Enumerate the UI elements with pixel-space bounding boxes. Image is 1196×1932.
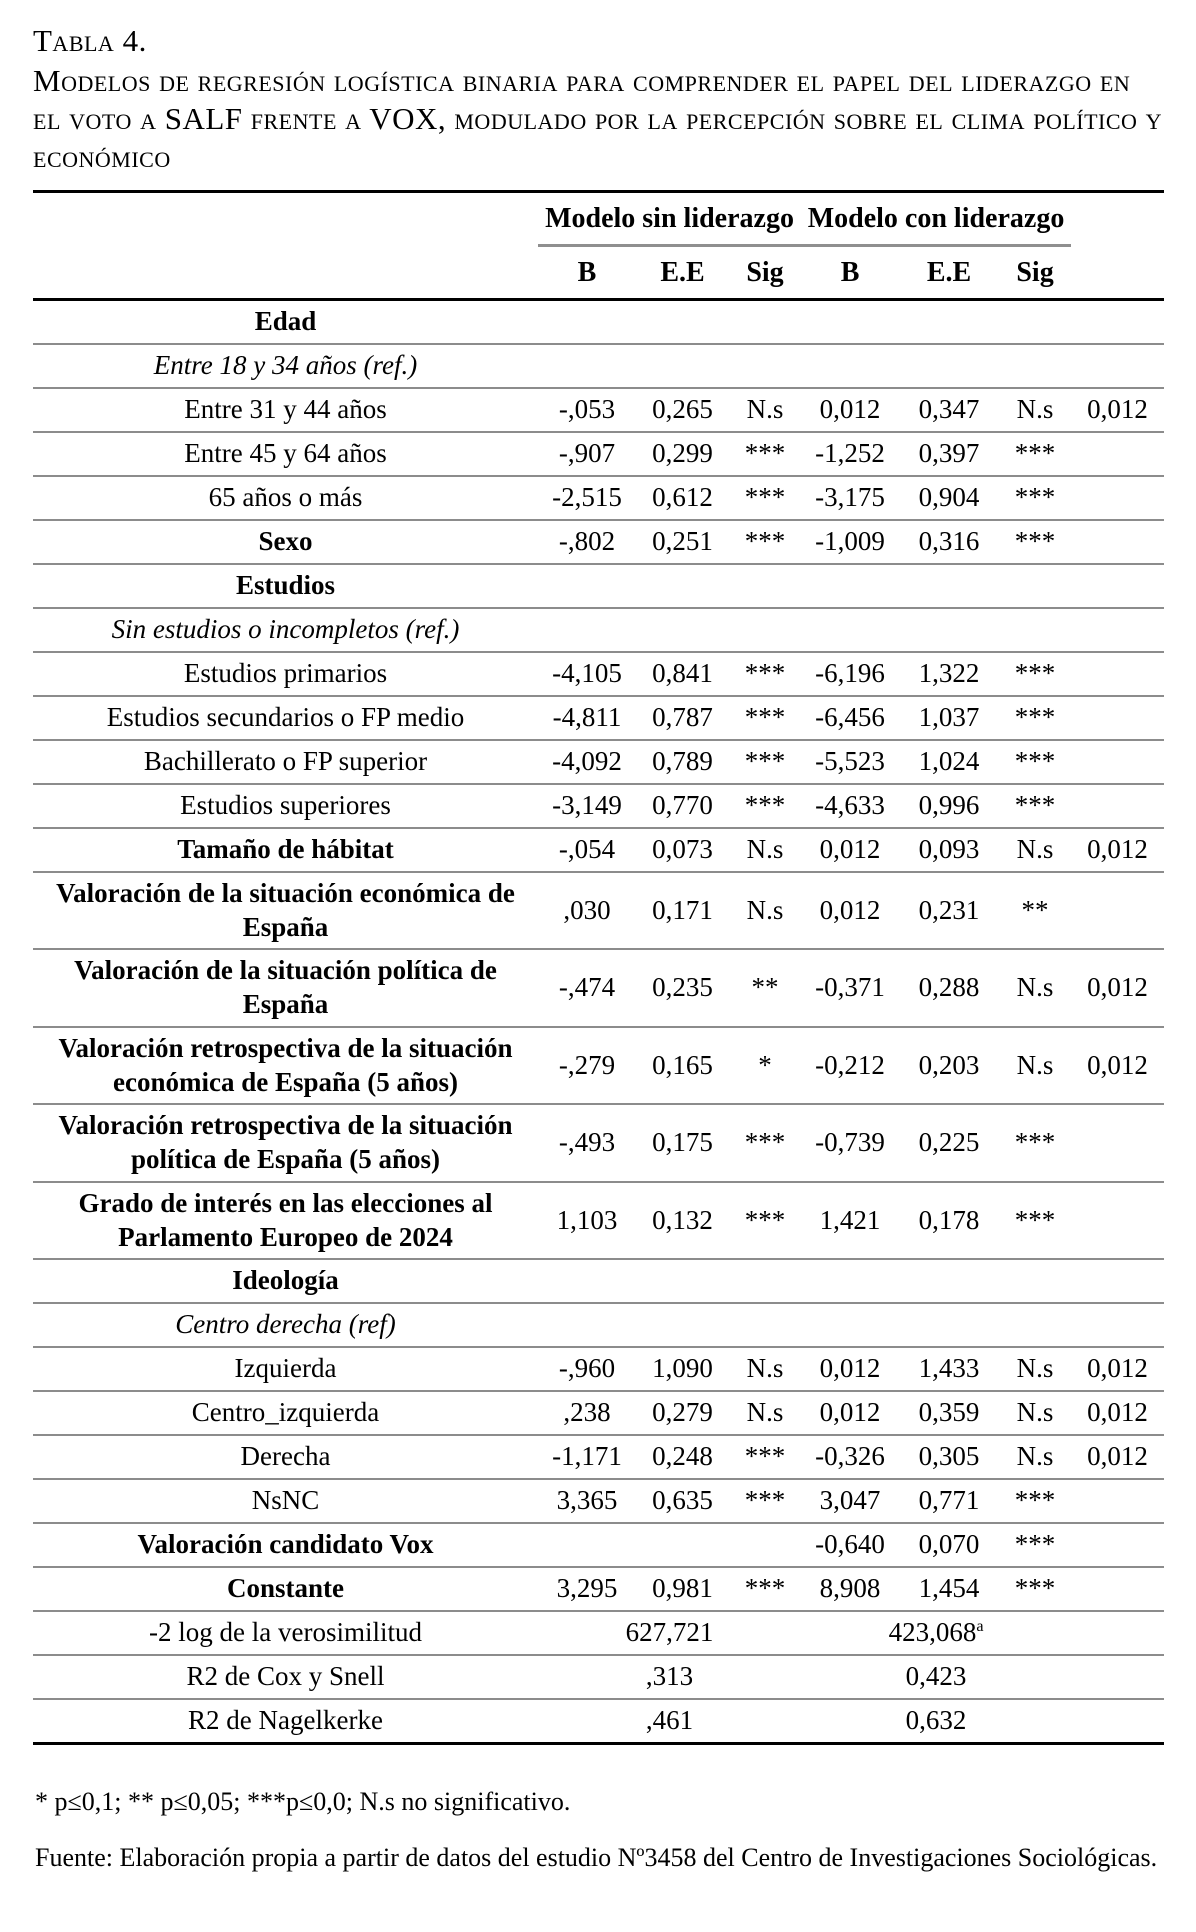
row-label: Estudios secundarios o FP medio <box>106 701 465 732</box>
extra-cell <box>1071 1655 1164 1699</box>
table-row <box>33 652 1164 696</box>
row-label: Valoración retrospectiva de la situación económica de España (5 años) <box>58 1032 513 1097</box>
model2-ee-cell: 1,454 <box>918 1573 980 1604</box>
model1-ee-cell <box>636 344 729 388</box>
model2-b-cell: -0,640 <box>815 1529 885 1560</box>
model1-sig-cell <box>729 1259 801 1303</box>
model2-ee-cell <box>899 300 999 344</box>
model1-sig-cell: *** <box>744 657 786 688</box>
table-number: Tabla 4. <box>33 23 147 58</box>
model1-b-cell: -3,149 <box>552 789 622 820</box>
model2-ee-cell <box>899 1259 999 1303</box>
model2-sig-cell <box>999 300 1071 344</box>
row-label: Estudios superiores <box>180 789 391 820</box>
model2-b-cell <box>801 344 899 388</box>
table-row <box>33 608 1164 652</box>
table-row <box>33 1435 1164 1479</box>
model1-sig-cell: *** <box>744 437 786 468</box>
model2-sig-cell: *** <box>1014 789 1056 820</box>
table-title: Modelos de regresión logística binaria para comprender el papel del liderazgo en el voto a SALF frente a VOX, modulado por la percepción sobre el clima político y económico <box>33 63 1163 174</box>
model2-sig-cell: N.s <box>1016 1049 1054 1080</box>
model2-b-cell: 3,047 <box>819 1485 881 1516</box>
model2-ee-cell: 0,904 <box>918 481 980 512</box>
model2-ee-cell <box>899 608 999 652</box>
row-label: 65 años o más <box>208 481 363 512</box>
table-row <box>33 344 1164 388</box>
model1-sig-cell: N.s <box>746 1353 784 1384</box>
model1-ee-cell: 0,787 <box>652 701 713 732</box>
row-label: NsNC <box>251 1485 320 1516</box>
model2-ee-cell <box>899 564 999 608</box>
extra-cell <box>1071 1699 1164 1743</box>
table-row <box>33 1259 1164 1303</box>
significance-footnote: * p≤0,1; ** p≤0,05; ***p≤0,0; N.s no significativo. <box>35 1787 571 1816</box>
model1-b-cell: -,493 <box>558 1127 616 1158</box>
model2-b-cell: 0,012 <box>819 1397 881 1428</box>
model1-b-cell: -1,171 <box>552 1441 622 1472</box>
extra-cell: 0,012 <box>1087 393 1148 424</box>
model2-summary-value: 423,068$^a$ <box>888 1617 984 1648</box>
model2-ee-cell: 0,231 <box>918 894 980 925</box>
model1-b-cell <box>538 1259 636 1303</box>
table-row <box>33 520 1164 564</box>
row-label: Izquierda <box>234 1353 337 1384</box>
model1-b-cell <box>538 344 636 388</box>
model1-summary-value: ,313 <box>645 1661 694 1692</box>
extra-cell <box>1071 872 1164 950</box>
model1-sig-cell: ** <box>751 972 779 1003</box>
model2-ee-cell: 1,433 <box>918 1353 980 1384</box>
extra-cell <box>1071 476 1164 520</box>
row-label: Tamaño de hábitat <box>177 833 394 864</box>
group-header-model-with-leadership: Modelo con liderazgo <box>801 192 1071 246</box>
table-row <box>33 1104 1164 1182</box>
extra-cell <box>1071 1182 1164 1260</box>
model1-sig-cell: N.s <box>746 1397 784 1428</box>
extra-cell <box>1071 1567 1164 1611</box>
regression-table <box>33 190 1164 1745</box>
model1-b-cell: -,054 <box>558 833 616 864</box>
model2-ee-cell: 0,347 <box>918 393 980 424</box>
row-label: Derecha <box>240 1441 331 1472</box>
table-row <box>33 1303 1164 1347</box>
model2-b-cell: -1,009 <box>815 525 885 556</box>
table-row <box>33 1479 1164 1523</box>
table-row <box>33 696 1164 740</box>
model1-b-cell: 3,295 <box>556 1573 618 1604</box>
model1-sig-cell <box>729 1303 801 1347</box>
model2-ee-cell: 1,037 <box>918 701 980 732</box>
model1-summary-value: 627,721 <box>625 1617 714 1648</box>
row-label: Centro derecha (ref) <box>175 1309 396 1340</box>
model2-b-cell <box>801 300 899 344</box>
column-header-sig2: Sig <box>1016 257 1054 288</box>
table-row <box>33 740 1164 784</box>
source-note: Fuente: Elaboración propia a partir de datos del estudio Nº3458 del Centro de Investigaciones Sociológicas. <box>35 1843 1158 1872</box>
model1-sig-cell: *** <box>744 789 786 820</box>
model2-sig-cell: N.s <box>1016 1397 1054 1428</box>
table-row <box>33 1523 1164 1567</box>
row-label: -2 log de la verosimilitud <box>149 1617 422 1648</box>
model2-sig-cell <box>999 608 1071 652</box>
model2-b-cell: 0,012 <box>819 833 881 864</box>
extra-cell <box>1071 344 1164 388</box>
model2-b-cell: -5,523 <box>815 745 885 776</box>
table-row <box>33 1655 1164 1699</box>
model2-sig-cell: *** <box>1014 437 1056 468</box>
row-label: Estudios primarios <box>183 657 388 688</box>
extra-cell <box>1071 1104 1164 1182</box>
model2-b-cell: 1,421 <box>819 1204 881 1235</box>
model2-sig-cell: *** <box>1014 481 1056 512</box>
row-label: Ideología <box>232 1265 339 1296</box>
row-label: Sexo <box>258 525 313 556</box>
model2-sig-cell <box>999 1303 1071 1347</box>
column-header-ee2: E.E <box>926 257 972 288</box>
model2-b-cell: -4,633 <box>815 789 885 820</box>
model2-ee-cell: 0,070 <box>918 1529 980 1560</box>
model1-ee-cell <box>636 300 729 344</box>
model1-ee-cell <box>636 1523 729 1567</box>
model2-ee-cell: 0,996 <box>918 789 980 820</box>
model1-sig-cell <box>729 608 801 652</box>
model2-sig-cell: *** <box>1014 1573 1056 1604</box>
model-group-header-row <box>33 192 1164 246</box>
model2-sig-cell: ** <box>1021 894 1049 925</box>
model2-ee-cell: 1,024 <box>918 745 980 776</box>
model1-sig-cell: *** <box>744 1127 786 1158</box>
model1-summary-value: ,461 <box>645 1705 694 1736</box>
row-label: Valoración candidato Vox <box>137 1529 434 1560</box>
model2-sig-cell <box>999 344 1071 388</box>
model1-ee-cell: 0,073 <box>652 833 713 864</box>
model1-ee-cell <box>636 564 729 608</box>
model1-b-cell: -2,515 <box>552 481 622 512</box>
model1-b-cell: -4,105 <box>552 657 622 688</box>
model1-sig-cell <box>729 300 801 344</box>
extra-cell <box>1071 1523 1164 1567</box>
model2-ee-cell: 0,178 <box>918 1204 980 1235</box>
row-label: Centro_izquierda <box>191 1397 380 1428</box>
model1-sig-cell: *** <box>744 525 786 556</box>
model2-sig-cell: *** <box>1014 745 1056 776</box>
header-spacer <box>1071 246 1164 300</box>
model1-ee-cell: 0,251 <box>652 525 713 556</box>
row-label: Constante <box>226 1573 344 1604</box>
row-label: R2 de Cox y Snell <box>186 1661 385 1692</box>
extra-cell <box>1071 608 1164 652</box>
model1-ee-cell: 0,175 <box>652 1127 713 1158</box>
model1-sig-cell <box>729 1523 801 1567</box>
model2-sig-cell: *** <box>1014 1529 1056 1560</box>
extra-cell <box>1071 1259 1164 1303</box>
row-label: Bachillerato o FP superior <box>143 745 428 776</box>
header-spacer <box>1071 192 1164 246</box>
model1-sig-cell: *** <box>744 1485 786 1516</box>
model1-b-cell: -,907 <box>558 437 616 468</box>
model2-ee-cell: 0,771 <box>918 1485 980 1516</box>
table-row <box>33 1699 1164 1743</box>
table-row <box>33 1391 1164 1435</box>
row-label: Entre 31 y 44 años <box>184 393 387 424</box>
model2-ee-cell <box>899 344 999 388</box>
extra-cell <box>1071 784 1164 828</box>
model1-sig-cell: * <box>758 1049 772 1080</box>
extra-cell <box>1071 1611 1164 1655</box>
model2-b-cell: -0,212 <box>815 1049 885 1080</box>
row-label: Entre 18 y 34 años (ref.) <box>153 349 418 380</box>
model2-sig-cell: N.s <box>1016 393 1054 424</box>
row-label: Valoración retrospectiva de la situación política de España (5 años) <box>58 1110 513 1174</box>
model1-b-cell: 1,103 <box>556 1204 618 1235</box>
model1-b-cell <box>538 608 636 652</box>
model1-sig-cell: *** <box>744 1204 786 1235</box>
model2-sig-cell: *** <box>1014 1127 1056 1158</box>
model1-sig-cell: *** <box>744 1441 786 1472</box>
model2-sig-cell: *** <box>1014 525 1056 556</box>
row-label: Valoración de la situación política de España <box>74 955 497 1019</box>
model2-summary-value: 0,632 <box>905 1705 967 1736</box>
model1-ee-cell <box>636 1259 729 1303</box>
model1-ee-cell: 0,789 <box>652 745 713 776</box>
model2-b-cell: -1,252 <box>815 437 885 468</box>
model1-sig-cell: *** <box>744 481 786 512</box>
model1-b-cell: -,053 <box>558 393 616 424</box>
model2-ee-cell: 0,203 <box>918 1049 980 1080</box>
model2-ee-cell: 0,225 <box>918 1127 980 1158</box>
model1-b-cell: -4,092 <box>552 745 622 776</box>
model1-ee-cell: 0,981 <box>652 1573 713 1604</box>
model1-sig-cell: *** <box>744 1573 786 1604</box>
model1-ee-cell: 0,841 <box>652 657 713 688</box>
model1-ee-cell: 0,612 <box>652 481 713 512</box>
column-header-row <box>33 246 1164 300</box>
model1-sig-cell: *** <box>744 701 786 732</box>
model1-b-cell: -,802 <box>558 525 616 556</box>
model2-ee-cell: 0,288 <box>918 972 980 1003</box>
table-row <box>33 784 1164 828</box>
extra-cell: 0,012 <box>1087 1441 1148 1472</box>
model2-sig-cell: N.s <box>1016 833 1054 864</box>
extra-cell <box>1071 300 1164 344</box>
table-row <box>33 1347 1164 1391</box>
extra-cell: 0,012 <box>1087 1049 1148 1080</box>
model2-ee-cell: 1,322 <box>918 657 980 688</box>
column-header-b1: B <box>577 257 597 288</box>
table-row <box>33 872 1164 950</box>
extra-cell <box>1071 1479 1164 1523</box>
model2-ee-cell <box>899 1303 999 1347</box>
model2-sig-cell: N.s <box>1016 972 1054 1003</box>
model1-ee-cell <box>636 608 729 652</box>
model1-ee-cell: 1,090 <box>652 1353 713 1384</box>
model2-summary-value: 0,423 <box>905 1661 967 1692</box>
model1-ee-cell: 0,235 <box>652 972 713 1003</box>
column-header-b2: B <box>840 257 860 288</box>
table-row <box>33 828 1164 872</box>
model2-sig-cell <box>999 564 1071 608</box>
model1-ee-cell: 0,248 <box>652 1441 713 1472</box>
extra-cell <box>1071 1303 1164 1347</box>
model2-b-cell: -0,326 <box>815 1441 885 1472</box>
model1-ee-cell: 0,770 <box>652 789 713 820</box>
model1-ee-cell: 0,299 <box>652 437 713 468</box>
model2-b-cell: -6,196 <box>815 657 885 688</box>
model1-ee-cell: 0,635 <box>652 1485 713 1516</box>
model2-b-cell <box>801 608 899 652</box>
column-header-ee1: E.E <box>660 257 705 288</box>
extra-cell <box>1071 520 1164 564</box>
extra-cell <box>1071 432 1164 476</box>
model2-b-cell <box>801 1303 899 1347</box>
model1-sig-cell: N.s <box>746 393 784 424</box>
model1-b-cell: -,474 <box>558 972 616 1003</box>
group-header-model-without-leadership: Modelo sin liderazgo <box>538 192 801 246</box>
extra-cell: 0,012 <box>1087 972 1148 1003</box>
model1-sig-cell <box>729 344 801 388</box>
model1-b-cell: ,030 <box>563 894 611 925</box>
model1-ee-cell: 0,165 <box>652 1049 713 1080</box>
table-row <box>33 1567 1164 1611</box>
model2-sig-cell: N.s <box>1016 1353 1054 1384</box>
table-row <box>33 432 1164 476</box>
table-row <box>33 300 1164 344</box>
model1-ee-cell: 0,171 <box>652 894 713 925</box>
model1-b-cell: ,238 <box>563 1397 611 1428</box>
row-label: Sin estudios o incompletos (ref.) <box>111 613 460 644</box>
model2-ee-cell: 0,093 <box>918 833 980 864</box>
model1-b-cell <box>538 1303 636 1347</box>
row-label: Valoración de la situación económica de España <box>56 877 515 942</box>
table-row <box>33 949 1164 1027</box>
model1-ee-cell <box>636 1303 729 1347</box>
model1-b-cell: 3,365 <box>556 1485 618 1516</box>
model1-b-cell <box>538 1523 636 1567</box>
model1-sig-cell: N.s <box>746 833 784 864</box>
model1-b-cell: -,960 <box>558 1353 616 1384</box>
model2-ee-cell: 0,359 <box>918 1397 980 1428</box>
extra-cell: 0,012 <box>1087 1397 1148 1428</box>
model2-sig-cell <box>999 1259 1071 1303</box>
row-label: Entre 45 y 64 años <box>184 437 387 468</box>
model2-ee-cell: 0,397 <box>918 437 980 468</box>
model1-ee-cell: 0,265 <box>652 393 713 424</box>
header-spacer <box>33 246 538 300</box>
model2-b-cell: 0,012 <box>819 393 881 424</box>
model1-sig-cell: N.s <box>746 894 784 925</box>
model2-sig-cell: *** <box>1014 1204 1056 1235</box>
model1-ee-cell: 0,132 <box>652 1204 713 1235</box>
model2-ee-cell: 0,316 <box>918 525 980 556</box>
table-header <box>33 192 1164 300</box>
model1-b-cell: -4,811 <box>552 701 622 732</box>
model1-ee-cell: 0,279 <box>652 1397 713 1428</box>
model2-sig-cell: *** <box>1014 657 1056 688</box>
table-row <box>33 1611 1164 1655</box>
column-header-sig1: Sig <box>746 257 784 288</box>
extra-cell <box>1071 652 1164 696</box>
table-row <box>33 388 1164 432</box>
model2-b-cell: 0,012 <box>819 894 881 925</box>
row-label: Grado de interés en las elecciones al Parlamento Europeo de 2024 <box>78 1187 493 1252</box>
table-row <box>33 1027 1164 1105</box>
model2-b-cell: -6,456 <box>815 701 885 732</box>
model2-sig-cell: N.s <box>1016 1441 1054 1472</box>
model2-b-cell <box>801 1259 899 1303</box>
extra-cell <box>1071 740 1164 784</box>
extra-cell: 0,012 <box>1087 1353 1148 1384</box>
model1-b-cell <box>538 564 636 608</box>
model2-sig-cell: *** <box>1014 701 1056 732</box>
model1-b-cell: -,279 <box>558 1049 616 1080</box>
model1-b-cell <box>538 300 636 344</box>
table-row <box>33 564 1164 608</box>
row-label: Edad <box>254 306 317 336</box>
extra-cell <box>1071 696 1164 740</box>
row-label: Estudios <box>235 569 336 600</box>
model2-b-cell <box>801 564 899 608</box>
footnote-marker: a <box>976 1617 984 1636</box>
header-spacer <box>33 192 538 246</box>
extra-cell: 0,012 <box>1087 833 1148 864</box>
model2-b-cell: 0,012 <box>819 1353 881 1384</box>
model2-b-cell: -0,739 <box>815 1127 885 1158</box>
model1-sig-cell: *** <box>744 745 786 776</box>
model2-b-cell: 8,908 <box>819 1573 881 1604</box>
row-label: R2 de Nagelkerke <box>188 1705 383 1736</box>
model2-ee-cell: 0,305 <box>918 1441 980 1472</box>
model2-b-cell: -3,175 <box>815 481 885 512</box>
table-body <box>33 300 1164 1744</box>
model2-sig-cell: *** <box>1014 1485 1056 1516</box>
extra-cell <box>1071 564 1164 608</box>
model1-sig-cell <box>729 564 801 608</box>
model2-b-cell: -0,371 <box>815 972 885 1003</box>
table-row <box>33 1182 1164 1260</box>
table-row <box>33 476 1164 520</box>
